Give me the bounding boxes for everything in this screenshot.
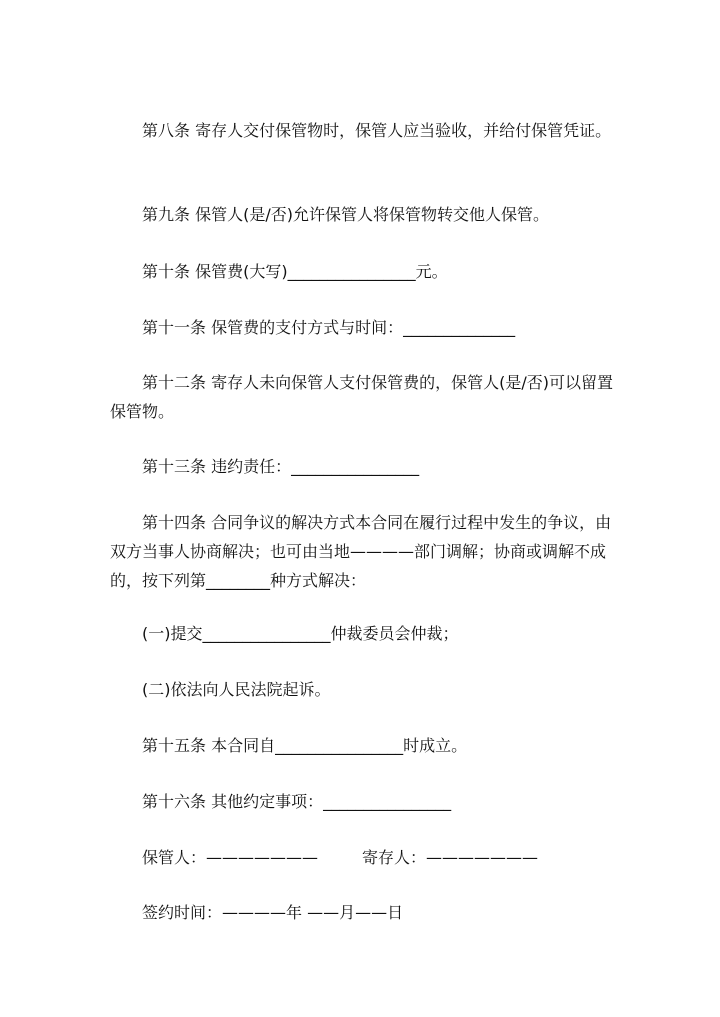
article-14: 第十四条 合同争议的解决方式本合同在履行过程中发生的争议，由双方当事人协商解决；也可由当地————部门调解；协商或调解不成的，按下列第________种方式解决： bbox=[110, 513, 612, 590]
signing-date: 签约时间：————年 ——月——日 bbox=[142, 903, 404, 922]
article-10: 第十条 保管费(大写)________________元。 bbox=[142, 262, 448, 281]
signature-row bbox=[142, 843, 538, 872]
article-14-option-1: (一)提交________________仲裁委员会仲裁； bbox=[142, 624, 459, 643]
custodian-signature: 保管人：——————— bbox=[142, 848, 319, 867]
article-14-option-2: (二)依法向人民法院起诉。 bbox=[142, 680, 331, 699]
article-15: 第十五条 本合同自________________时成立。 bbox=[142, 736, 468, 755]
article-9: 第九条 保管人(是/否)允许保管人将保管物转交他人保管。 bbox=[142, 205, 549, 224]
article-11: 第十一条 保管费的支付方式与时间：______________ bbox=[142, 318, 516, 337]
article-13: 第十三条 违约责任：________________ bbox=[142, 457, 420, 476]
article-12: 第十二条 寄存人未向保管人支付保管费的，保管人(是/否)可以留置保管物。 bbox=[110, 373, 613, 421]
article-8: 第八条 寄存人交付保管物时，保管人应当验收，并给付保管凭证。 bbox=[142, 121, 612, 140]
depositor-signature: 寄存人：——————— bbox=[362, 848, 539, 867]
article-16: 第十六条 其他约定事项：________________ bbox=[142, 792, 452, 811]
